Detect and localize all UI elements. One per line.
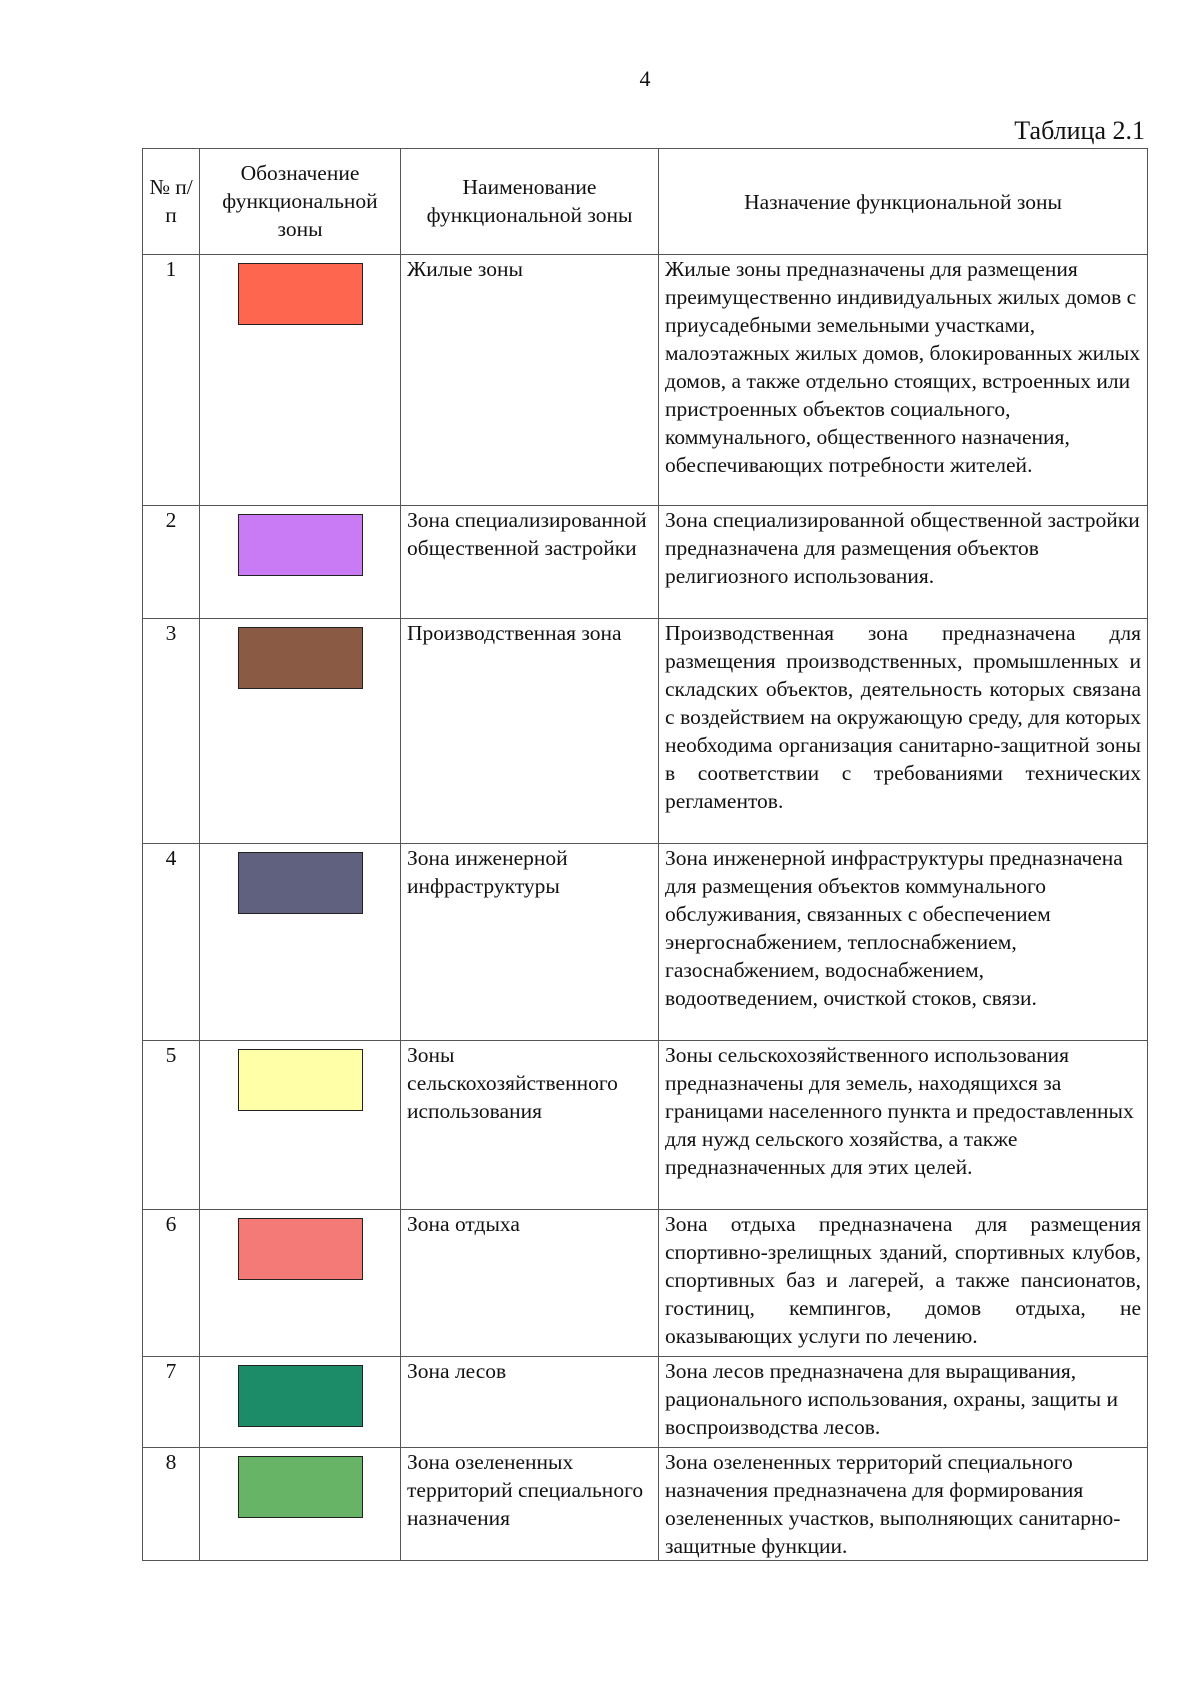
table-row (143, 1210, 1148, 1357)
zone-description: Производственная зона предназначена для размещения производственных, промышленных и складских объектов, деятельность которых связана с воздействием на окружающую среду, для которых необходима организация санитарно-защитной зоны в соответствии с требованиями технических регламентов. (659, 619, 1148, 844)
table-row (143, 1357, 1148, 1448)
row-number: 1 (143, 255, 200, 506)
table-header-row (143, 149, 1148, 255)
zone-description: Зона специализированной общественной застройки предназначена для размещения объектов религиозного использования. (659, 506, 1148, 619)
row-number: 7 (143, 1357, 200, 1448)
zone-color-swatch (238, 852, 363, 914)
zone-color-swatch (238, 1049, 363, 1111)
row-number: 4 (143, 844, 200, 1041)
header-purpose: Назначение функциональной зоны (659, 149, 1148, 255)
zone-name: Зоны сельскохозяйственного использования (401, 1041, 659, 1210)
table-row (143, 844, 1148, 1041)
zone-description: Жилые зоны предназначены для размещения преимущественно индивидуальных жилых домов с приусадебными земельными участками, малоэтажных жилых домов, блокированных жилых домов, а также отдельно стоящих, встроенных или пристроенных объектов социального, коммунального, общественного назначения, обеспечивающих потребности жителей. (659, 255, 1148, 506)
zone-description: Зона лесов предназначена для выращивания, рационального использования, охраны, защиты и воспроизводства лесов. (659, 1357, 1148, 1448)
table-row (143, 619, 1148, 844)
zone-swatch-cell (200, 1448, 401, 1561)
header-designation: Обозначение функциональной зоны (200, 149, 401, 255)
zone-description: Зоны сельскохозяйственного использования предназначены для земель, находящихся за границами населенного пункта и предоставленных для нужд сельского хозяйства, а также предназначенных для этих целей. (659, 1041, 1148, 1210)
row-number: 8 (143, 1448, 200, 1561)
table-caption: Таблица 2.1 (1014, 116, 1145, 145)
table-row (143, 1448, 1148, 1561)
zone-color-swatch (238, 263, 363, 325)
row-number: 6 (143, 1210, 200, 1357)
zone-name: Зона инженерной инфраструктуры (401, 844, 659, 1041)
zone-swatch-cell (200, 255, 401, 506)
zone-name: Зона специализированной общественной застройки (401, 506, 659, 619)
page-number: 4 (639, 66, 651, 91)
zone-description: Зона инженерной инфраструктуры предназначена для размещения объектов коммунального обслуживания, связанных с обеспечением энергоснабжением, теплоснабжением, газоснабжением, водоснабжением, водоотведением, очисткой стоков, связи. (659, 844, 1148, 1041)
zone-color-swatch (238, 1365, 363, 1427)
table-row (143, 506, 1148, 619)
row-number: 3 (143, 619, 200, 844)
zone-swatch-cell (200, 1210, 401, 1357)
row-number: 5 (143, 1041, 200, 1210)
zone-swatch-cell (200, 844, 401, 1041)
zone-swatch-cell (200, 1357, 401, 1448)
zone-color-swatch (238, 514, 363, 576)
zone-color-swatch (238, 1218, 363, 1280)
zone-name: Зона лесов (401, 1357, 659, 1448)
zone-swatch-cell (200, 506, 401, 619)
zone-name: Производственная зона (401, 619, 659, 844)
zone-swatch-cell (200, 619, 401, 844)
zone-name: Жилые зоны (401, 255, 659, 506)
zone-name: Зона озелененных территорий специального назначения (401, 1448, 659, 1561)
table-row (143, 1041, 1148, 1210)
zone-swatch-cell (200, 1041, 401, 1210)
header-num: № п/п (143, 149, 200, 255)
zone-color-swatch (238, 1456, 363, 1518)
header-name: Наименование функциональной зоны (401, 149, 659, 255)
zone-color-swatch (238, 627, 363, 689)
row-number: 2 (143, 506, 200, 619)
functional-zones-table (142, 148, 1148, 1561)
zone-name: Зона отдыха (401, 1210, 659, 1357)
table-row (143, 255, 1148, 506)
zone-description: Зона озелененных территорий специального назначения предназначена для формирования озелененных участков, выполняющих санитарно-защитные функции. (659, 1448, 1148, 1561)
zone-description: Зона отдыха предназначена для размещения спортивно-зрелищных зданий, спортивных клубов, спортивных баз и лагерей, а также пансионатов, гостиниц, кемпингов, домов отдыха, не оказывающих услуги по лечению. (659, 1210, 1148, 1357)
